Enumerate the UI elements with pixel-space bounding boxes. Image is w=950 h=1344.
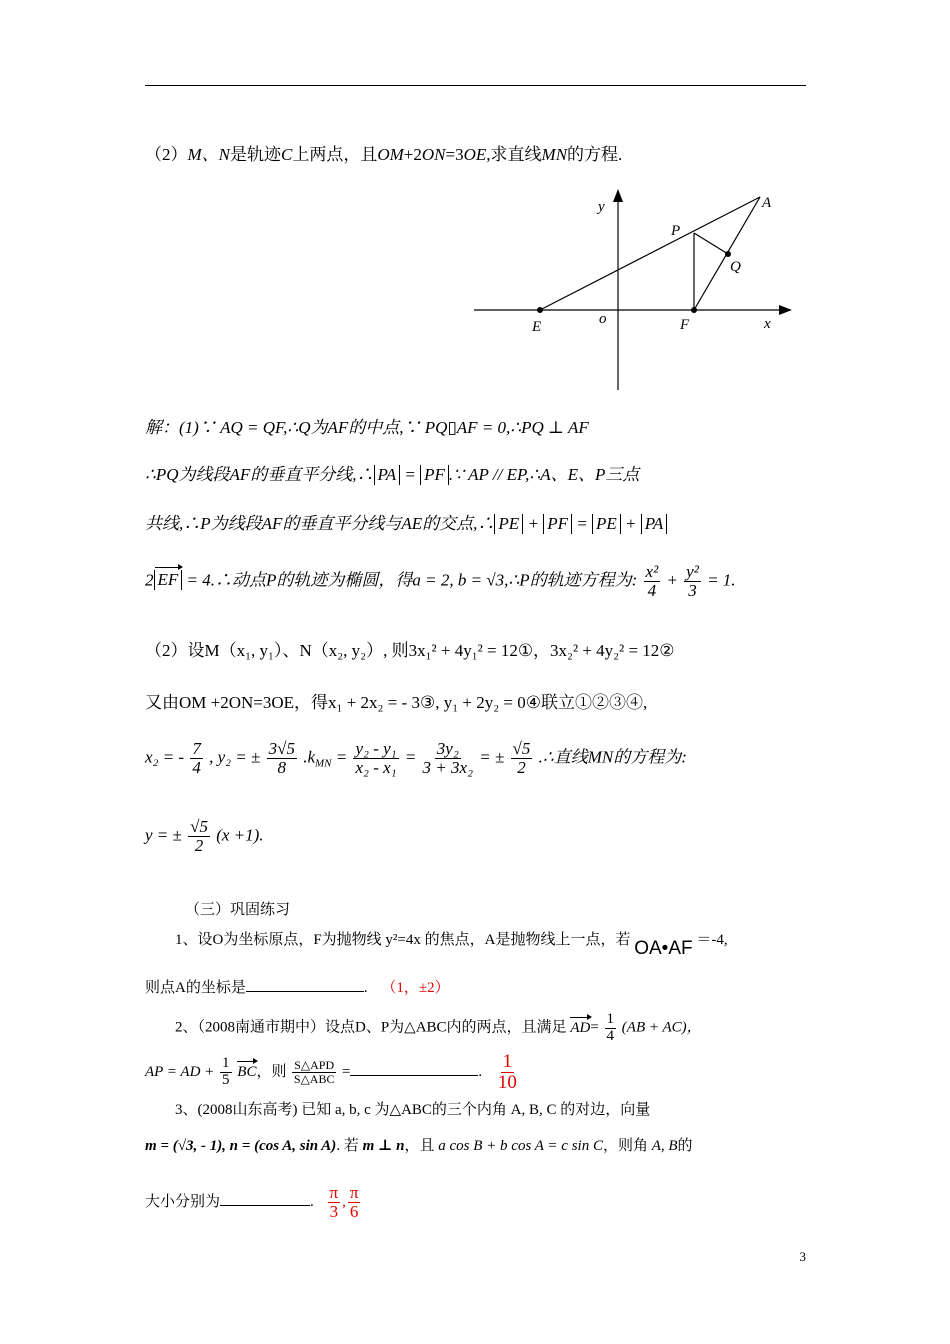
point-F xyxy=(691,307,697,313)
practice-q1: 1、设O为坐标原点，F为抛物线 y²=4x 的焦点，A是抛物线上一点，若 OA•AF ＝-4, xyxy=(175,932,728,959)
q2-answer-blank[interactable] xyxy=(350,1061,478,1076)
header-rule xyxy=(145,85,806,86)
geometry-figure xyxy=(470,185,800,395)
page-number: 3 xyxy=(799,1249,806,1264)
line-PQ xyxy=(694,233,728,254)
label-E: E xyxy=(532,319,542,335)
point-Q xyxy=(725,251,731,257)
solution-line-5: （2）设M（x₁, y₁）、N（x₂, y₂）, 则3x₁² + 4y₁² = 12①，3x₂² + 4y₂² = 12② xyxy=(145,641,675,660)
solution-line-6: 又由OM +2ON=3OE，得x₁ + 2x₂ = - 3③, y₁ + 2y₂ = 0④联立①②③④, xyxy=(145,693,648,712)
q1-answer-blank[interactable] xyxy=(246,977,364,992)
q3-answer-blank[interactable] xyxy=(220,1191,310,1206)
fraction-y2-over-3: $\frac{\text{y²}}{3}$ xyxy=(686,562,699,600)
solution-line-2: ∴PQ为线段AF的垂直平分线,∴ PA = PF .∵ AP // EP,∴A、E、P三点 xyxy=(145,465,640,484)
label-F: F xyxy=(680,317,690,333)
solution-line-8: y = ± $\frac{√5}{2}$ (x +1). xyxy=(145,817,264,855)
solution-line-7: x₂ = - $\frac{7}{4}$ , y₂ = ± $\frac{3√5}{8}$ $.k_{MN}$ = $\frac{\text{y₂ - y₁}}{\text{x₂ - x₁}}$ = $\frac{\text{3y₂}}{\text{3 + 3x₂}}$ = ± $\frac{√5}{2}$ .∴直线MN的方程为: xyxy=(145,739,687,777)
q2-answer: $\frac{1}{10}$ xyxy=(497,1051,517,1093)
label-o: o xyxy=(599,311,607,327)
solution-line-4: 2 EF = 4.∴动点P的轨迹为椭圆，得a = 2, b = √3,∴P的轨迹方程为: $\frac{\text{x²}}{4}$ + $\frac{\text{y²}}{3}$ = 1. xyxy=(145,562,736,600)
y-axis-arrow xyxy=(613,189,623,202)
practice-q3: 3、(2008山东高考) 已知 a, b, c 为△ABC的三个内角 A, B, C 的对边，向量 xyxy=(175,1102,651,1118)
label-y: y xyxy=(598,199,605,215)
practice-heading: （三）巩固练习 xyxy=(185,902,291,918)
q1-answer: （1，±2） xyxy=(381,980,450,996)
solution-line-3: 共线,∴P为线段AF的垂直平分线与AE的交点,∴ PE + PF = PE + PA xyxy=(145,509,667,534)
solution-line-1: 解：(1)∵ AQ = QF,∴Q为AF的中点,∵ PQ▯AF = 0,∴PQ ⊥ AF xyxy=(145,418,589,437)
label-x: x xyxy=(764,316,771,332)
part2-question: （2）M、N是轨迹C上两点，且OM+2ON=3OE,求直线MN的方程. xyxy=(145,145,623,164)
fraction-x2-over-4: $\frac{\text{x²}}{4}$ xyxy=(645,562,659,600)
q3-answer-a: $\frac{\pi}{3}$ xyxy=(329,1183,339,1221)
practice-q2: 2、（2008南通市期中）设点D、P为△ABC内的两点，且满足 AD= $\frac{1}{4}$ (AB + AC)， xyxy=(175,1011,702,1044)
practice-q1-line2: 则点A的坐标是 . （1，±2） xyxy=(145,976,450,997)
practice-q3-line2: m = (√3, - 1), n = (cos A, sin A). 若 m ⊥ n，且 a cos B + b cos A = c sin C，则角 A, B的 xyxy=(145,1138,693,1154)
practice-q3-line3: 大小分别为 . $\frac{\pi}{3}$ , $\frac{\pi}{6}$ xyxy=(145,1183,359,1221)
label-Q: Q xyxy=(730,259,741,275)
q3-answer-b: $\frac{\pi}{6}$ xyxy=(349,1183,359,1221)
practice-q2-line2: AP = AD + $\frac{1}{5}$ BC，则 $\frac{\text{S△APD}}{\text{S△ABC}}$ = . $\frac{1}{10}$ xyxy=(145,1051,517,1093)
label-P: P xyxy=(671,223,681,239)
point-E xyxy=(537,307,543,313)
label-A: A xyxy=(762,195,772,211)
x-axis-arrow xyxy=(779,305,792,315)
